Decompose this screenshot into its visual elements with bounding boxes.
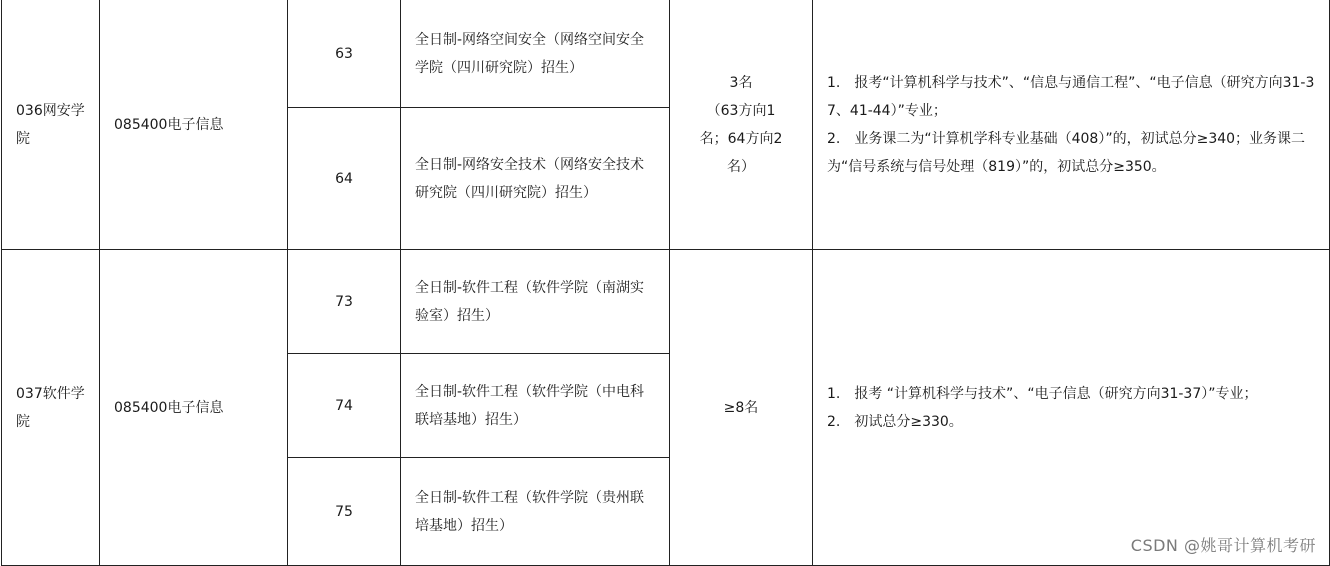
direction-desc-cell: 全日制-软件工程（软件学院（南湖实验室）招生）: [401, 250, 670, 354]
requirement-note: 1. 报考 “计算机科学与技术”、“电子信息（研究方向31-37）”专业；: [827, 385, 1258, 402]
major-cell: 085400电子信息: [100, 0, 288, 250]
requirement-note: 2. 初试总分≥330。: [827, 413, 963, 430]
direction-code-cell: 64: [288, 108, 401, 250]
quota-cell: [670, 0, 813, 250]
major-cell: 085400电子信息: [100, 250, 288, 566]
requirements-cell: [813, 250, 1330, 566]
quota-line: （63方向1: [706, 102, 776, 119]
quota-line: 名；64方向2: [699, 130, 783, 147]
quota-line: 3名: [729, 74, 753, 91]
requirement-note: 2. 业务课二为“计算机学科专业基础（408）”的，初试总分≥340；业务课二为“信号系统与信号处理（819）”的，初试总分≥350。: [827, 130, 1306, 175]
admission-table: [1, 0, 1330, 566]
requirements-cell: [813, 0, 1330, 250]
watermark-text: CSDN @姚哥计算机考研: [1130, 536, 1316, 555]
direction-desc-cell: 全日制-软件工程（软件学院（贵州联培基地）招生）: [401, 458, 670, 566]
school-cell: 037软件学院: [2, 250, 100, 566]
direction-desc-cell: 全日制-网络空间安全（网络空间安全学院（四川研究院）招生）: [401, 0, 670, 108]
direction-code-cell: 73: [288, 250, 401, 354]
direction-desc-cell: 全日制-网络安全技术（网络安全技术研究院（四川研究院）招生）: [401, 108, 670, 250]
table-row: [2, 0, 1330, 108]
quota-cell: [670, 250, 813, 566]
quota-line: ≥8名: [723, 399, 759, 416]
table-row: [2, 250, 1330, 354]
direction-desc-cell: 全日制-软件工程（软件学院（中电科联培基地）招生）: [401, 354, 670, 458]
direction-code-cell: 74: [288, 354, 401, 458]
direction-code-cell: 75: [288, 458, 401, 566]
direction-code-cell: 63: [288, 0, 401, 108]
requirement-note: 1. 报考“计算机科学与技术”、“信息与通信工程”、“电子信息（研究方向31-37、41-44）”专业；: [827, 74, 1315, 119]
quota-line: 名）: [727, 158, 755, 175]
school-cell: 036网安学院: [2, 0, 100, 250]
